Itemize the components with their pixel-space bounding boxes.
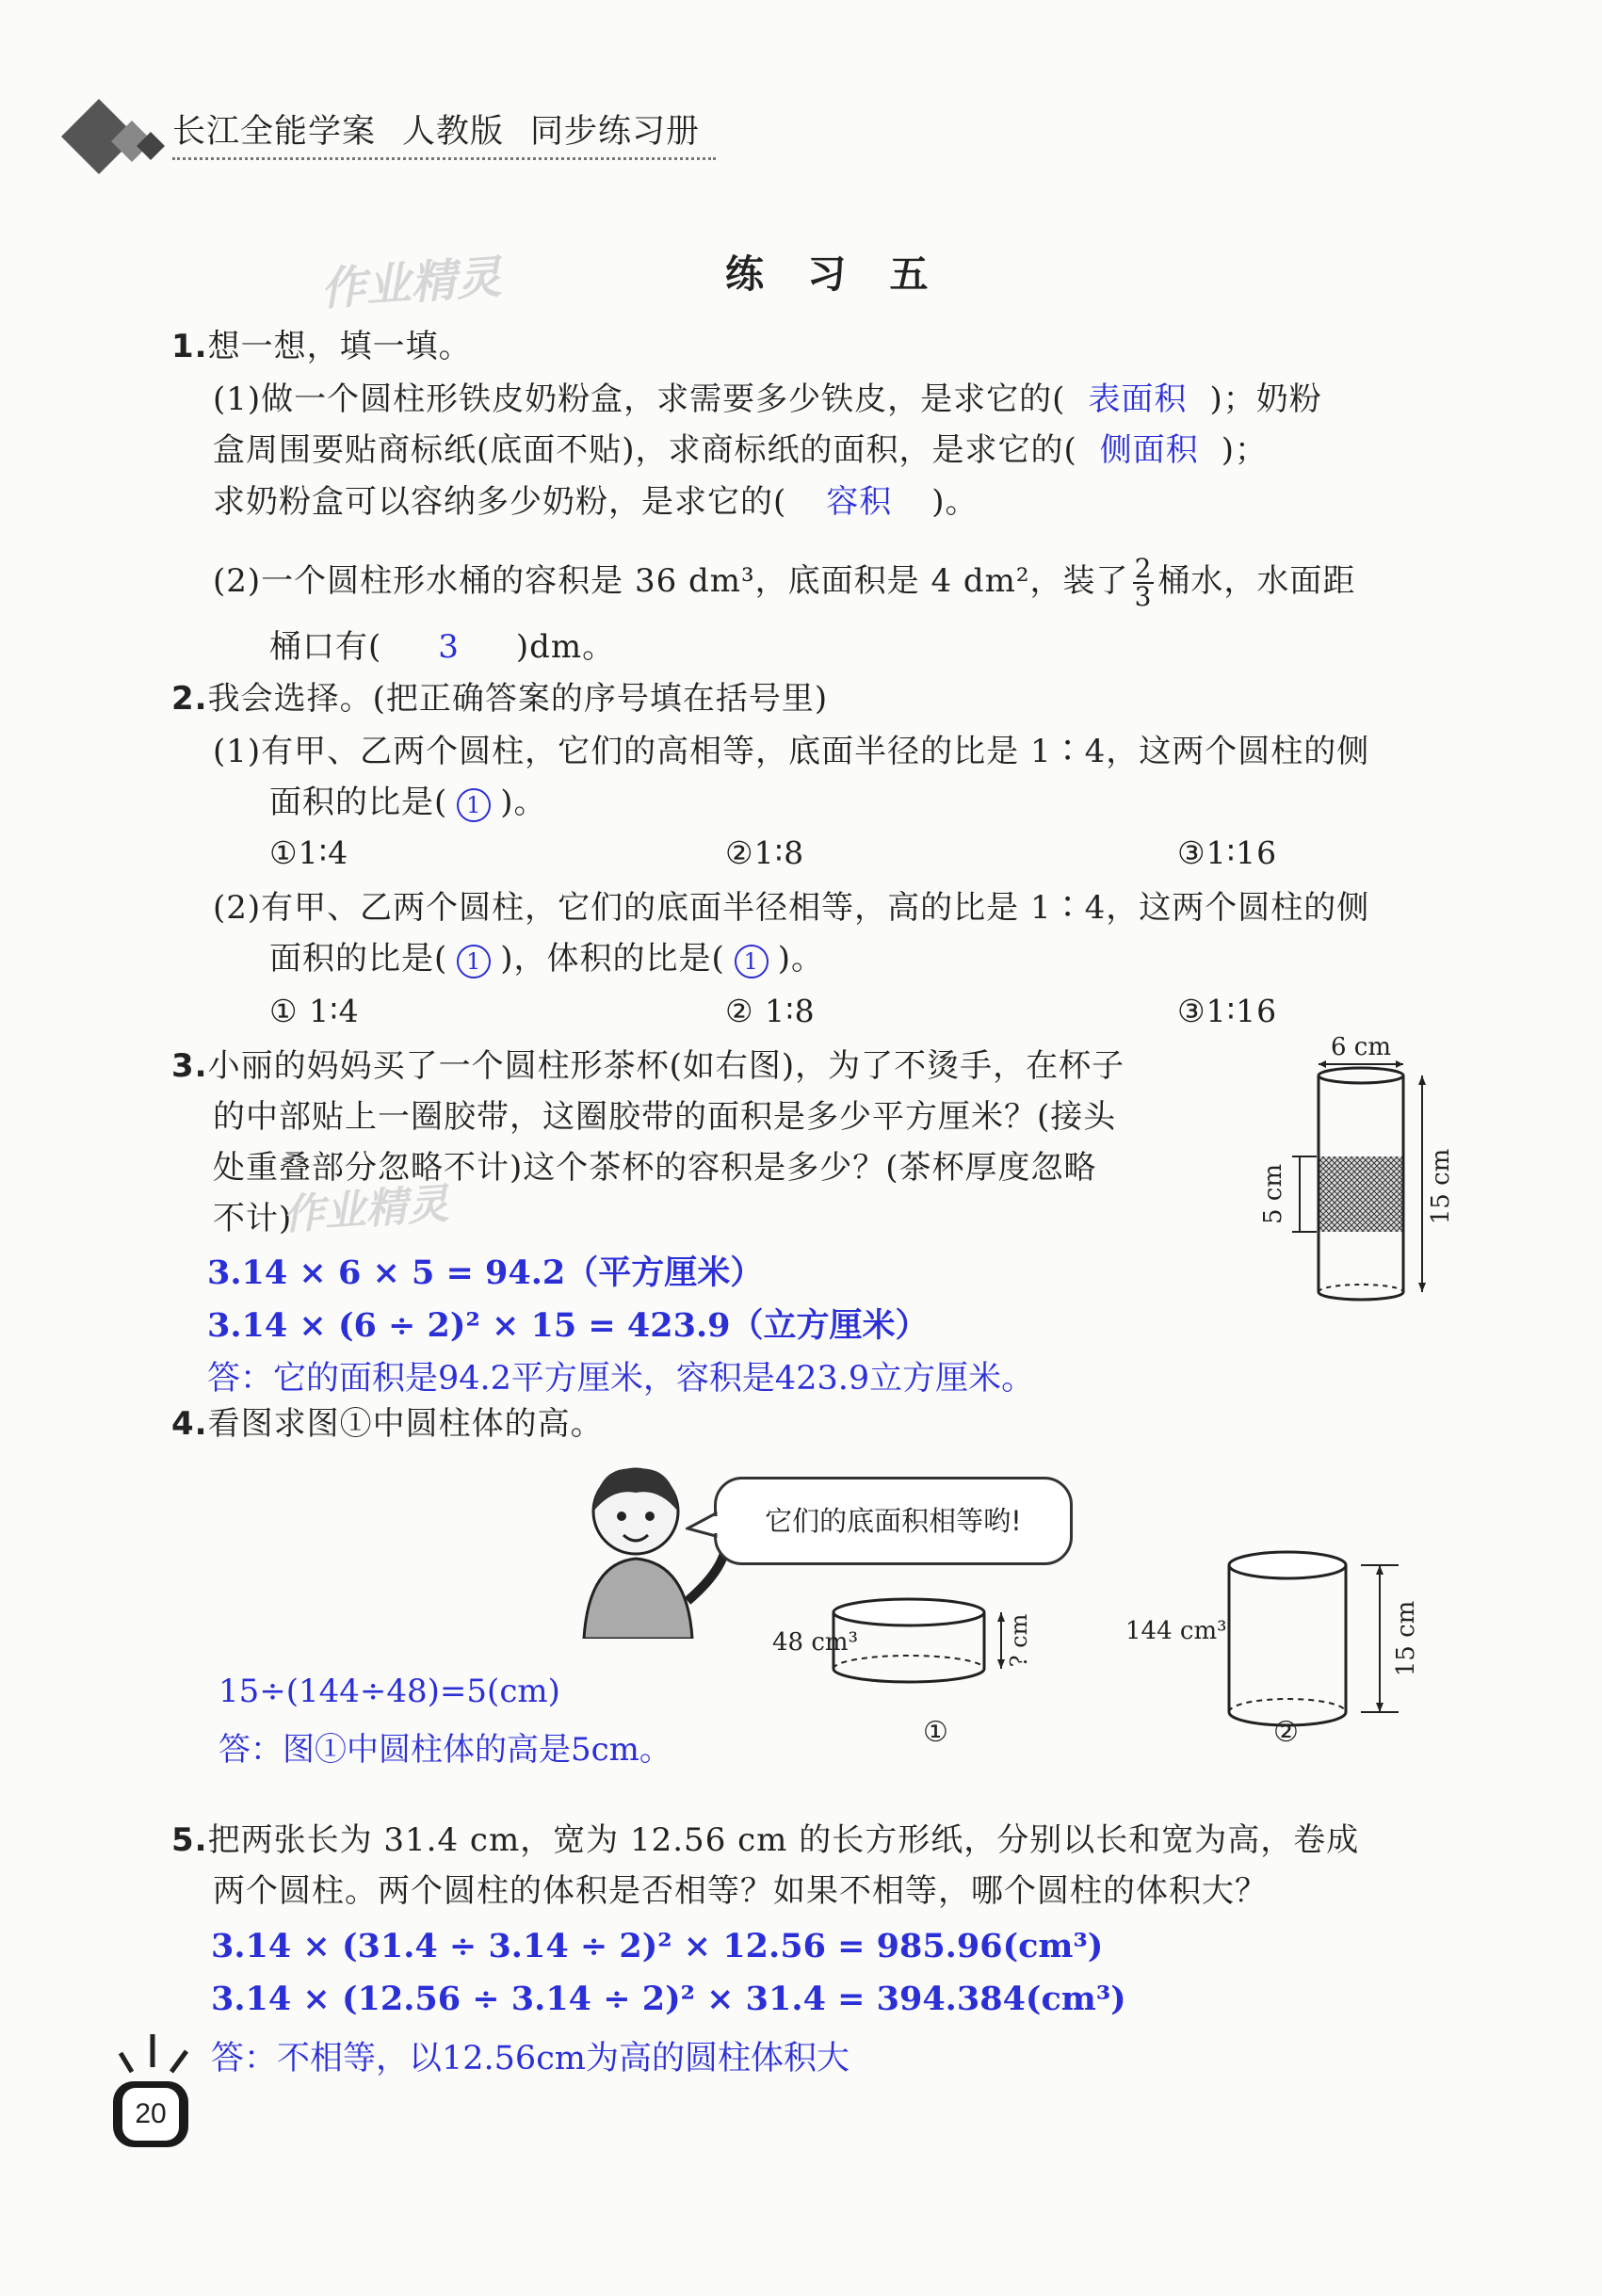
header-divider <box>172 157 716 160</box>
q4-answer-line2: 答：图①中圆柱体的高是5cm。 <box>218 1731 672 1769</box>
q2-p2-option-1: ① 1∶4 <box>269 993 360 1029</box>
q4-answer-line1: 15÷(144÷48)=5(cm) <box>218 1673 560 1710</box>
q2-p2-answer-1: 1 <box>457 945 491 978</box>
q1-stem: 1.想一想，填一填。 <box>171 328 472 365</box>
q2-p2-option-2: ② 1∶8 <box>725 993 816 1029</box>
q5-answer-line2: 3.14 × (12.56 ÷ 3.14 ÷ 2)² × 31.4 = 394.384(cm³) <box>211 1980 1126 2018</box>
cylinder-figure-1 <box>772 1592 1064 1723</box>
fig2-volume-label: 144 cm³ <box>1125 1617 1227 1645</box>
q3-line3: 处重叠部分忽略不计)这个茶杯的容积是多少？(茶杯厚度忽略 <box>213 1149 1097 1187</box>
fig1-height-label: ? cm <box>1006 1613 1032 1668</box>
cup-top-label: 6 cm <box>1330 1036 1392 1061</box>
q1-answer-4: 3 <box>438 628 460 666</box>
q2-p1-line1: (1)有甲、乙两个圆柱，它们的高相等，底面半径的比是 1∶4，这两个圆柱的侧 <box>213 733 1370 770</box>
q1-answer-1: 表面积 <box>1088 380 1188 418</box>
q3-line4: 不计) <box>213 1200 293 1237</box>
q2-p1-answer: 1 <box>457 788 491 822</box>
watermark: 作业精灵 <box>318 251 504 316</box>
q5-line1: 5.把两张长为 31.4 cm，宽为 12.56 cm 的长方形纸，分别以长和宽为高，卷成 <box>171 1821 1360 1859</box>
q4-stem: 4.看图求图①中圆柱体的高。 <box>171 1405 604 1443</box>
q3-answer-line2: 3.14 × (6 ÷ 2)² × 15 = 423.9（立方厘米） <box>207 1306 929 1345</box>
q1-p1-line2: 盒周围要贴商标纸(底面不贴)，求商标纸的面积，是求它的( 侧面积 )； <box>213 431 1269 469</box>
q3-line2: 的中部贴上一圈胶带，这圈胶带的面积是多少平方厘米？(接头 <box>213 1098 1117 1136</box>
page-number: 20 <box>122 2088 179 2141</box>
fig2-label: ② <box>1273 1716 1300 1749</box>
cup-figure <box>1253 1036 1469 1309</box>
q2-p2-line1: (2)有甲、乙两个圆柱，它们的底面半径相等，高的比是 1∶4，这两个圆柱的侧 <box>213 889 1370 927</box>
fraction-two-thirds: $\frac{2}{3}$ <box>1134 553 1153 612</box>
q3-line1: 3.小丽的妈妈买了一个圆柱形茶杯(如右图)，为了不烫手，在杯子 <box>171 1047 1125 1085</box>
q2-p1-option-3: ③1∶16 <box>1177 834 1278 871</box>
fig1-volume-label: 48 cm³ <box>772 1628 858 1657</box>
q2-stem: 2.我会选择。(把正确答案的序号填在括号里) <box>171 680 829 718</box>
page-title: 练 习 五 <box>725 251 944 297</box>
q5-answer-line1: 3.14 × (31.4 ÷ 3.14 ÷ 2)² × 12.56 = 985.96(cm³) <box>211 1927 1104 1965</box>
q1-p1-line3: 求奶粉盒可以容纳多少奶粉，是求它的( 容积 )。 <box>213 483 979 521</box>
watermark-2: 作业精灵 <box>281 1179 450 1240</box>
q1-p2-line1: (2)一个圆柱形水桶的容积是 36 dm³，底面积是 4 dm²，装了 $\frac{2}{3}$ 桶水，水面距 <box>213 553 1356 612</box>
speech-bubble-tail <box>686 1512 718 1540</box>
q2-p2-answer-2: 1 <box>735 945 769 978</box>
cup-height-label: 15 cm <box>1427 1148 1455 1225</box>
fig1-label: ① <box>923 1716 949 1749</box>
speech-bubble: 它们的底面积相等哟! <box>714 1477 1073 1565</box>
q5-line2: 两个圆柱。两个圆柱的体积是否相等？如果不相等，哪个圆柱的体积大？ <box>213 1872 1268 1910</box>
q1-p2-line2: 桶口有( 3 )dm。 <box>269 628 616 666</box>
q1-answer-2: 侧面积 <box>1099 431 1199 469</box>
q2-p1-line2: 面积的比是( 1 )。 <box>269 784 547 821</box>
girl-illustration <box>556 1460 735 1639</box>
sparkle-icon <box>104 2025 198 2081</box>
header-title: 长江全能学案 人教版 同步练习册 <box>172 113 701 151</box>
q2-p1-option-2: ②1∶8 <box>725 834 805 871</box>
cylinder-figure-2 <box>1125 1544 1446 1733</box>
q2-p2-line2: 面积的比是( 1 )，体积的比是( 1 )。 <box>269 940 825 978</box>
q5-answer-line3: 答：不相等，以12.56cm为高的圆柱体积大 <box>211 2040 850 2078</box>
fig2-height-label: 15 cm <box>1392 1600 1420 1677</box>
q1-p1-line1: (1)做一个圆柱形铁皮奶粉盒，求需要多少铁皮，是求它的( 表面积 )；奶粉 <box>213 380 1322 418</box>
q3-answer-line3: 答：它的面积是94.2平方厘米，容积是423.9立方厘米。 <box>207 1360 1035 1398</box>
q2-p1-option-1: ①1∶4 <box>269 834 349 871</box>
q1-answer-3: 容积 <box>826 483 893 521</box>
q2-p2-option-3: ③1∶16 <box>1177 993 1278 1029</box>
header-diamond-logo <box>57 94 170 179</box>
q3-answer-line1: 3.14 × 6 × 5 = 94.2（平方厘米） <box>207 1253 764 1292</box>
cup-band-label: 5 cm <box>1259 1163 1287 1225</box>
